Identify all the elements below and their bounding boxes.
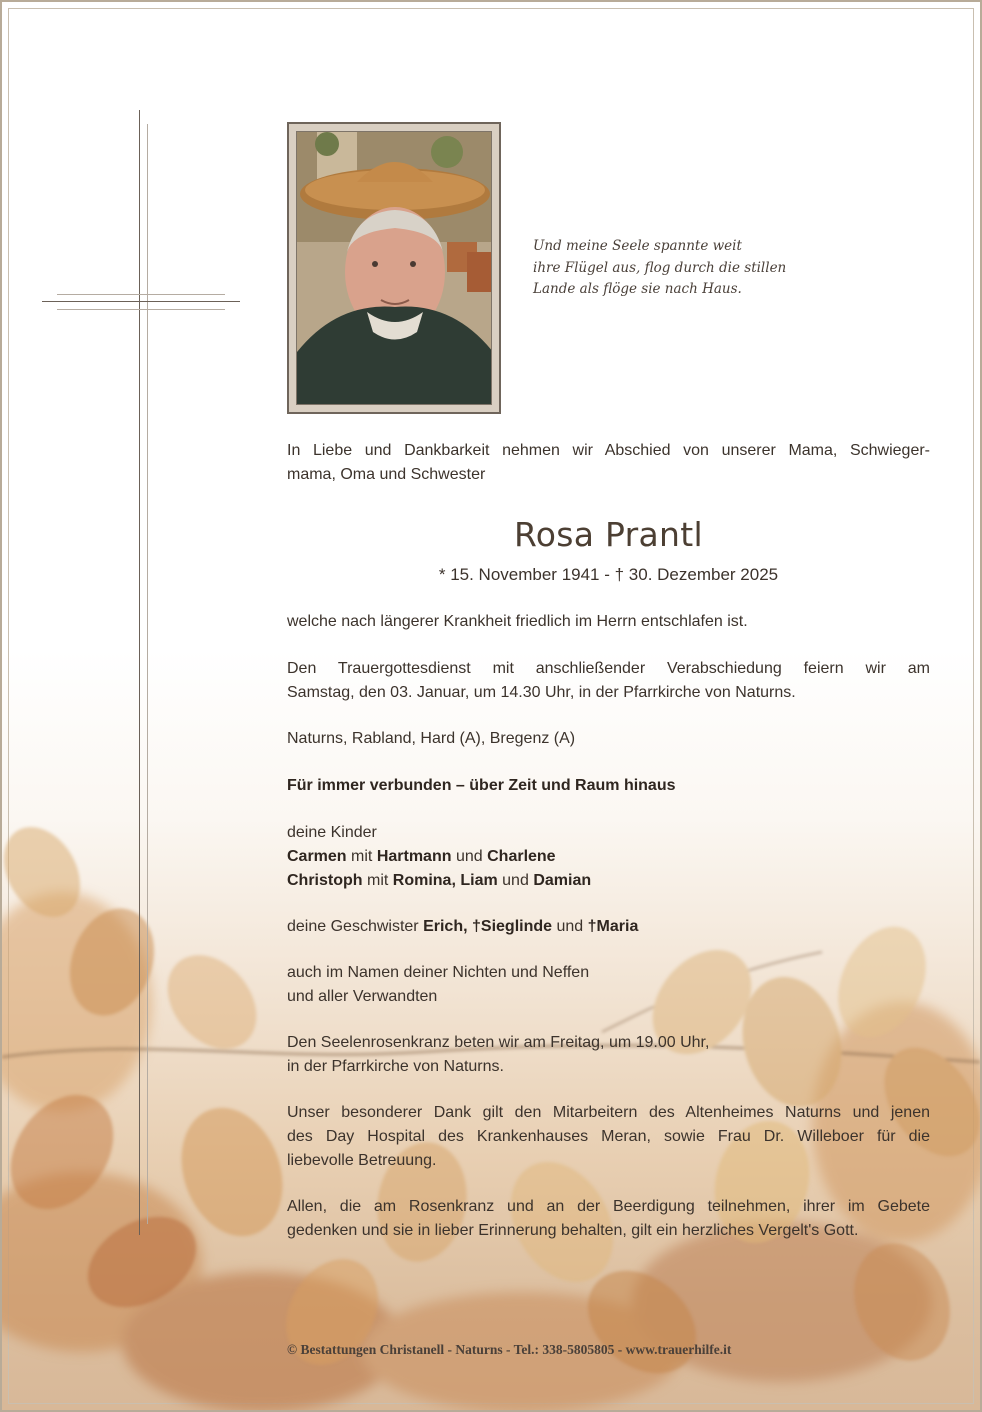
siblings-intro: deine Geschwister <box>287 918 419 935</box>
connector-word: und <box>455 848 483 865</box>
service-line-2: Samstag, den 03. Januar, um 14.30 Uhr, in der Pfarrkirche von Naturns. <box>287 684 796 701</box>
rosary-line-2: in der Pfarrkirche von Naturns. <box>287 1058 504 1075</box>
closing-line-1: Allen, die am Rosenkranz und an der Beerdigung teilnehmen, ihrer im Gebete <box>287 1198 930 1215</box>
children-intro: deine Kinder <box>287 824 377 841</box>
passing-text: welche nach längerer Krankheit friedlich im Herrn entschlafen ist. <box>287 613 748 630</box>
places: Naturns, Rabland, Hard (A), Bregenz (A) <box>287 730 576 747</box>
child-name: Carmen <box>287 848 347 865</box>
siblings-row <box>287 915 930 939</box>
sibling-name: Erich, <box>423 918 468 935</box>
quote-line-1: Und meine Seele spannte weit <box>533 238 742 254</box>
connector-word: mit <box>351 848 373 865</box>
thanks-line-1: Unser besonderer Dank gilt den Mitarbeitern des Altenheimes Naturns und jenen <box>287 1104 930 1121</box>
motto-text: Für immer verbunden – über Zeit und Raum hinaus <box>287 777 676 794</box>
cross-horizontal-line <box>42 301 240 302</box>
sibling-name: †Maria <box>587 918 639 935</box>
intro-line-2: mama, Oma und Schwester <box>287 466 486 483</box>
relatives-line-2: und aller Verwandten <box>287 988 438 1005</box>
partner-name: Hartmann <box>376 848 452 865</box>
sibling-name: †Sieglinde <box>472 918 553 935</box>
deceased-name: Rosa Prantl <box>514 515 703 554</box>
motto <box>287 774 930 798</box>
grandchild-name: Liam <box>460 872 498 889</box>
partner-name: Romina <box>392 872 452 889</box>
cross-vertical-line <box>139 110 140 1235</box>
separator: , <box>451 872 456 889</box>
cross-vertical-line-light <box>147 124 148 1224</box>
life-dates: * 15. November 1941 - † 30. Dezember 2025 <box>438 565 779 584</box>
intro-line-1: In Liebe und Dankbarkeit nehmen wir Abschied von unserer Mama, Schwieger- <box>287 442 930 459</box>
connector-word: und <box>556 918 584 935</box>
relatives-line-1: auch im Namen deiner Nichten und Neffen <box>287 964 590 981</box>
portrait-photo <box>296 131 492 405</box>
cross-horizontal-line-light-top <box>57 294 225 295</box>
portrait-frame <box>287 122 501 414</box>
cross-horizontal-line-light-bottom <box>57 309 225 310</box>
memorial-quote <box>533 236 833 301</box>
thanks-line-3: liebevolle Betreuung. <box>287 1152 437 1169</box>
grandchild-name: Charlene <box>487 848 556 865</box>
quote-line-3: Lande als flöge sie nach Haus. <box>533 281 742 297</box>
grandchild-name: Damian <box>533 872 592 889</box>
rosary-line-1: Den Seelenrosenkranz beten wir am Freitag, um 19.00 Uhr, <box>287 1034 710 1051</box>
connector-word: und <box>502 872 529 889</box>
thanks-line-2: des Day Hospital des Krankenhauses Meran, sowie Frau Dr. Willeboer für die <box>287 1128 930 1145</box>
funeral-home-footer: © Bestattungen Christanell - Naturns - Tel.: 338-5805805 - www.trauerhilfe.it <box>287 1342 732 1357</box>
children-row-1 <box>287 845 930 869</box>
service-line-1: Den Trauergottesdienst mit anschließender Verabschiedung feiern wir am <box>287 660 930 677</box>
closing-line-2: gedenken und sie in lieber Erinnerung behalten, gilt ein herzliches Vergelt's Gott. <box>287 1222 859 1239</box>
quote-line-2: ihre Flügel aus, flog durch die stillen <box>533 259 787 276</box>
child-name: Christoph <box>287 872 363 889</box>
connector-word: mit <box>367 872 389 889</box>
children-row-2 <box>287 869 930 893</box>
